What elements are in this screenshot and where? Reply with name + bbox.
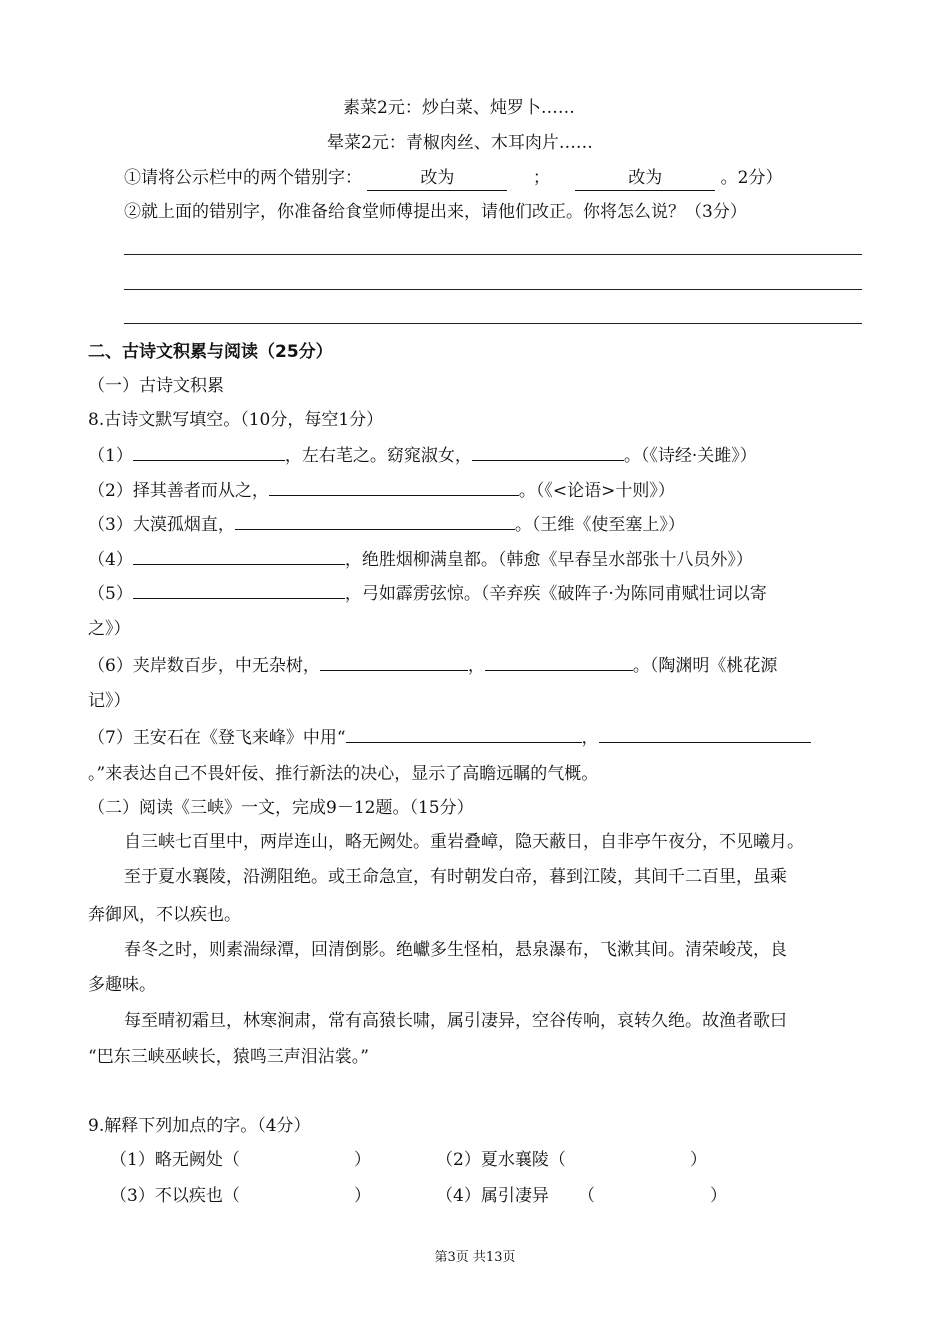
- q9-item-3-close: ）: [354, 1186, 371, 1206]
- fill-7-continued: 。”来表达自己不畏奸佞、推行新法的决心，显示了高瞻远瞩的气概。: [88, 764, 599, 784]
- fill-4-blank[interactable]: [133, 546, 345, 565]
- answer-line-3[interactable]: [124, 323, 862, 324]
- fill-6-blank-b[interactable]: [485, 652, 633, 671]
- passage-p4b: “巴东三峡巫峡长，猿鸣三声泪沾裳。”: [88, 1047, 369, 1067]
- q9-item-2-close: ）: [690, 1150, 707, 1170]
- fill-1-source: 。（《诗经·关雎》）: [623, 446, 757, 466]
- fill-3: [88, 511, 685, 537]
- fill-1: [88, 442, 757, 468]
- fill-3-blank[interactable]: [235, 511, 515, 530]
- q9-item-3: （3）不以疾也（: [110, 1186, 240, 1206]
- typo-question: [124, 166, 782, 191]
- fill-2-text: （2）择其善者而从之，: [88, 481, 269, 501]
- fill-1-blank-a[interactable]: [133, 442, 285, 461]
- fill-4-source: ，绝胜烟柳满皇都。（韩愈《早春呈水部张十八员外》）: [344, 550, 753, 570]
- subsection-1: （一）古诗文积累: [88, 376, 224, 396]
- fill-7-text: （7）王安石在《登飞来峰》中用“: [88, 728, 346, 748]
- typo-blank-2[interactable]: [575, 166, 715, 191]
- fill-5-source: ，弓如霹雳弦惊。（辛弃疾《破阵子·为陈同甫赋壮词以寄: [344, 584, 767, 604]
- q9-item-4-close: ）: [710, 1186, 727, 1206]
- passage-p3b: 多趣味。: [88, 975, 156, 995]
- passage-p2b: 奔御风，不以疾也。: [88, 905, 241, 925]
- fill-7-blank-b[interactable]: [599, 724, 811, 743]
- fill-5-continued: 之》）: [88, 619, 131, 639]
- menu-line-2: 晕菜2元：青椒肉丝、木耳肉片……: [327, 133, 593, 153]
- fill-6: [88, 652, 777, 678]
- question-9: 9.解释下列加点的字。（4分）: [88, 1116, 311, 1136]
- q9-item-1: [110, 1148, 240, 1172]
- typo-sep: ；: [532, 168, 550, 188]
- q9-item-1-close: ）: [354, 1150, 371, 1170]
- fill-5-num: （5）: [88, 584, 133, 604]
- fill-1-num: （1）: [88, 446, 133, 466]
- fill-6-text: （6）夹岸数百步，中无杂树，: [88, 656, 320, 676]
- passage-p1: 自三峡七百里中，两岸连山，略无阙处。重岩叠嶂，隐天蔽日，自非亭午夜分，不见曦月。: [124, 832, 804, 852]
- answer-line-1[interactable]: [124, 254, 862, 255]
- fill-6-source: 。（陶渊明《桃花源: [632, 656, 778, 676]
- typo-blank-1[interactable]: [367, 166, 507, 191]
- q9-item-4: （4）属引凄异: [436, 1186, 549, 1206]
- q9-item-1-text: （1）略无阙处（: [110, 1150, 240, 1170]
- answer-line-2[interactable]: [124, 289, 862, 290]
- question-8: 8.古诗文默写填空。（10分，每空1分）: [88, 410, 384, 430]
- fill-3-text: （3）大漠孤烟直，: [88, 515, 235, 535]
- typo-suffix: 。2分）: [720, 168, 783, 188]
- section-title: 二、古诗文积累与阅读（25分）: [88, 342, 333, 362]
- q9-item-2: （2）夏水襄陵（: [436, 1150, 566, 1170]
- subsection-2: （二）阅读《三峡》一文，完成9－12题。（15分）: [88, 798, 474, 818]
- fill-1-blank-b[interactable]: [472, 442, 624, 461]
- fill-2-source: 。（《<论语>十则》）: [518, 481, 675, 501]
- menu-line-1: 素菜2元：炒白菜、炖罗卜……: [343, 98, 575, 118]
- fill-3-source: 。（王维《使至塞上》）: [514, 515, 685, 535]
- fill-5: [88, 580, 767, 606]
- page-footer: 第3页 共13页: [434, 1250, 516, 1265]
- passage-p4a: 每至晴初霜旦，林寒涧肃，常有高猿长啸，属引凄异，空谷传响，哀转久绝。故渔者歌曰: [124, 1011, 787, 1031]
- typo-change-1: 改为: [420, 168, 455, 188]
- fill-2: [88, 477, 675, 503]
- typo-change-2: 改为: [628, 168, 663, 188]
- fill-1-text: ，左右芼之。窈窕淑女，: [284, 446, 472, 466]
- fill-6-blank-a[interactable]: [320, 652, 468, 671]
- fill-4: [88, 546, 753, 572]
- fill-7: [88, 724, 811, 750]
- passage-p2a: 至于夏水襄陵，沿溯阻绝。或王命急宣，有时朝发白帝，暮到江陵，其间千二百里，虽乘: [124, 867, 787, 887]
- say-question: ②就上面的错别字，你准备给食堂师傅提出来，请他们改正。你将怎么说？（3分）: [124, 202, 747, 222]
- fill-5-blank[interactable]: [133, 580, 345, 599]
- fill-7-blank-a[interactable]: [346, 724, 582, 743]
- typo-prefix: ①请将公示栏中的两个错别字：: [124, 168, 362, 188]
- q9-item-4-open: （: [578, 1186, 595, 1206]
- fill-2-blank[interactable]: [269, 477, 519, 496]
- fill-6-continued: 记》）: [88, 691, 131, 711]
- fill-6-comma: ，: [467, 656, 485, 676]
- fill-7-comma: ，: [581, 728, 599, 748]
- fill-4-num: （4）: [88, 550, 133, 570]
- passage-p3a: 春冬之时，则素湍绿潭，回清倒影。绝巘多生怪柏，悬泉瀑布，飞漱其间。清荣峻茂，良: [124, 940, 787, 960]
